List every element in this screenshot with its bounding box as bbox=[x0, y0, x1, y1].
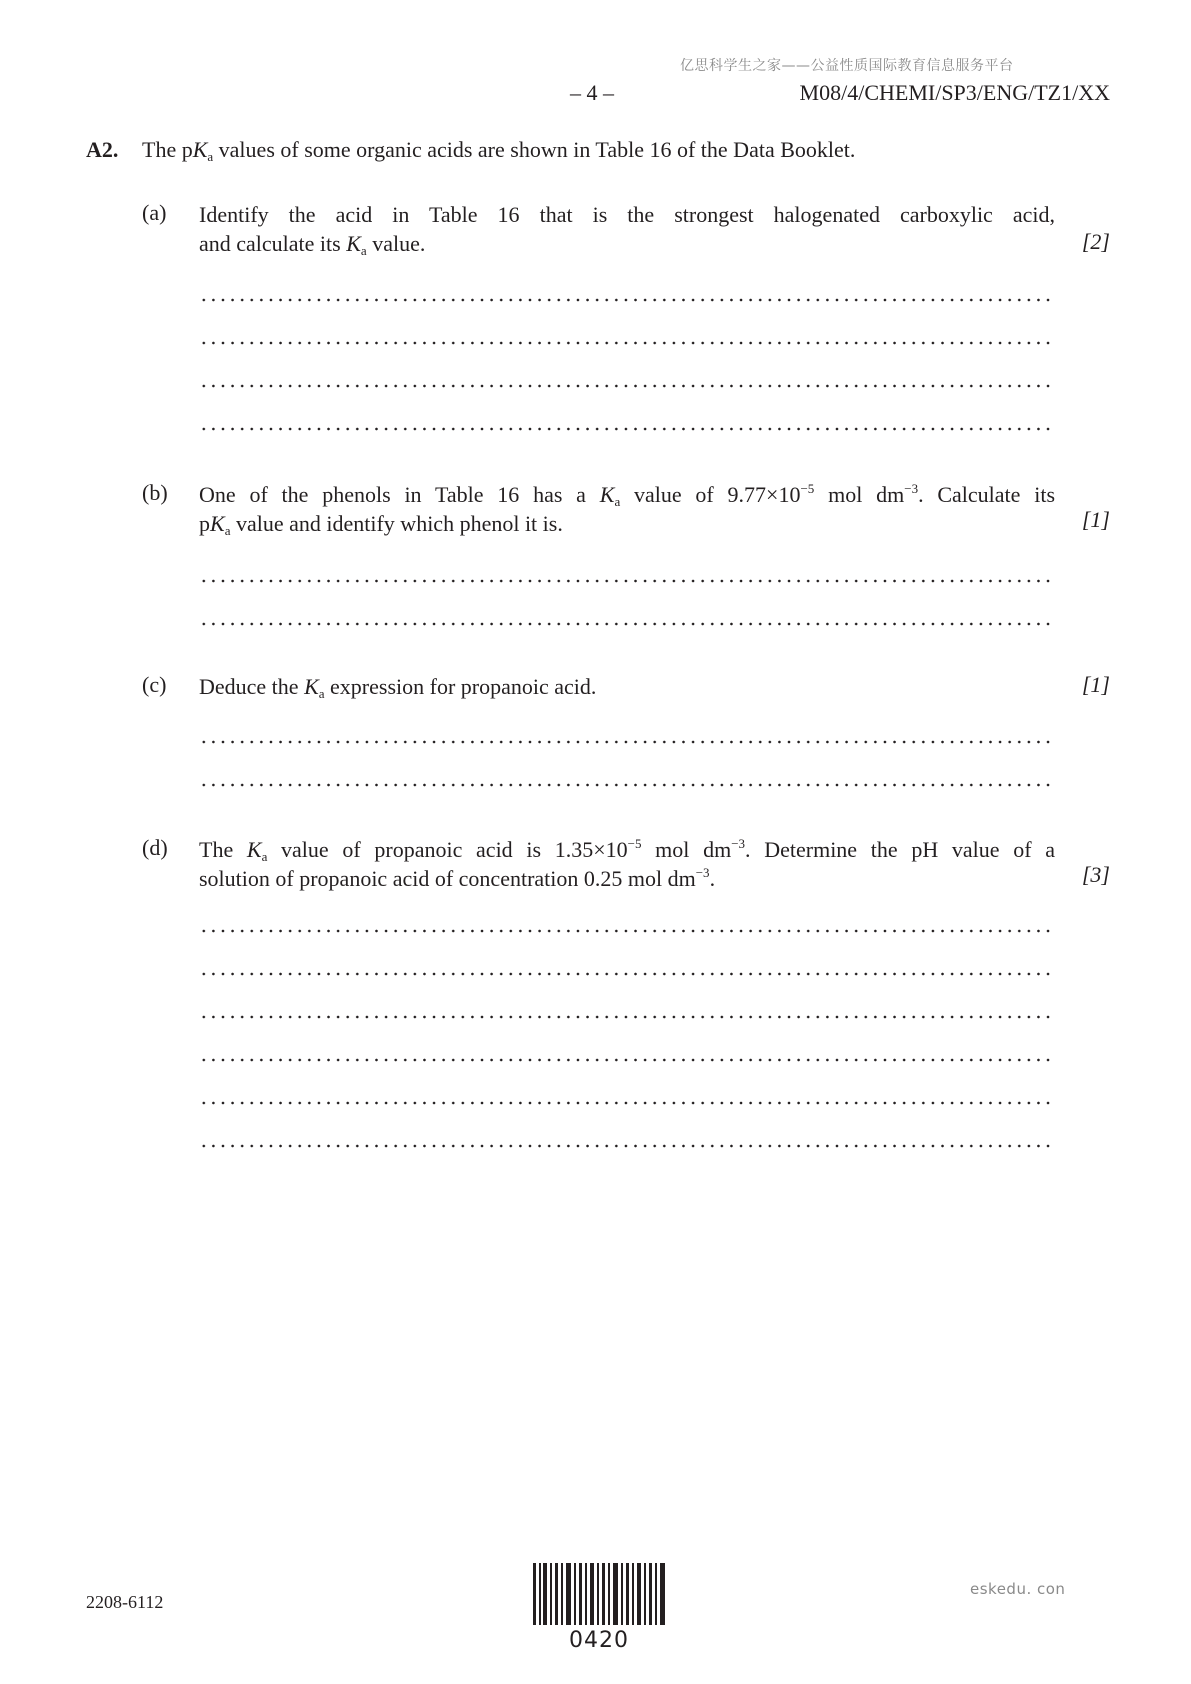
part-a-text: Identify the acid in Table 16 that is the strongest halogenated carboxylic acid, and calculate its $K_a$ value. bbox=[199, 202, 1055, 258]
barcode-number: 0420 bbox=[569, 1628, 629, 1653]
answer-line[interactable] bbox=[199, 1011, 1055, 1023]
part-b-label: (b) bbox=[142, 480, 168, 505]
part-b-text: One of the phenols in Table 16 has a $K_a$ value of $9.77\times 10^{-5}$ mol $dm^{-3}$. Calculate its $pK_a$ value and identify which phenol it is. bbox=[199, 481, 1056, 538]
answer-line[interactable] bbox=[199, 294, 1055, 306]
answer-line[interactable] bbox=[199, 925, 1055, 937]
answer-line[interactable] bbox=[199, 575, 1055, 587]
answer-line[interactable] bbox=[199, 1097, 1055, 1109]
watermark-text: 亿思科学生之家——公益性质国际教育信息服务平台 bbox=[680, 58, 1014, 74]
answer-line[interactable] bbox=[199, 968, 1055, 980]
barcode-icon bbox=[533, 1563, 665, 1625]
part-c-text: Deduce the $K_a$ expression for propanoic acid. bbox=[199, 674, 597, 701]
question-stem: The $pK_a$ values of some organic acids are shown in Table 16 of the Data Booklet. bbox=[142, 137, 856, 164]
answer-line[interactable] bbox=[199, 618, 1055, 630]
part-c-label: (c) bbox=[142, 672, 167, 697]
part-b-marks: [1] bbox=[1081, 507, 1110, 532]
part-a-marks: [2] bbox=[1081, 229, 1110, 254]
part-a-label: (a) bbox=[142, 200, 167, 225]
part-d-text: The $K_a$ value of propanoic acid is $1.35\times 10^{-5}$ mol $dm^{-3}$. Determine the pH value of a solution of propanoic acid of concentration 0.25 mol $dm^{-3}$. bbox=[199, 836, 1056, 891]
answer-line[interactable] bbox=[199, 423, 1055, 435]
page-number: – 4 – bbox=[570, 80, 614, 105]
paper-code: M08/4/CHEMI/SP3/ENG/TZ1/XX bbox=[799, 80, 1110, 105]
part-d-label: (d) bbox=[142, 835, 168, 860]
question-number: A2. bbox=[86, 137, 119, 162]
exam-code: 2208-6112 bbox=[86, 1592, 164, 1612]
answer-line[interactable] bbox=[199, 1140, 1055, 1152]
answer-line[interactable] bbox=[199, 337, 1055, 349]
part-c-marks: [1] bbox=[1081, 672, 1110, 697]
answer-line[interactable] bbox=[199, 380, 1055, 392]
answer-line[interactable] bbox=[199, 1054, 1055, 1066]
answer-line[interactable] bbox=[199, 779, 1055, 791]
answer-line[interactable] bbox=[199, 736, 1055, 748]
part-d-marks: [3] bbox=[1081, 862, 1110, 887]
site-watermark: eskedu. con bbox=[970, 1580, 1066, 1598]
